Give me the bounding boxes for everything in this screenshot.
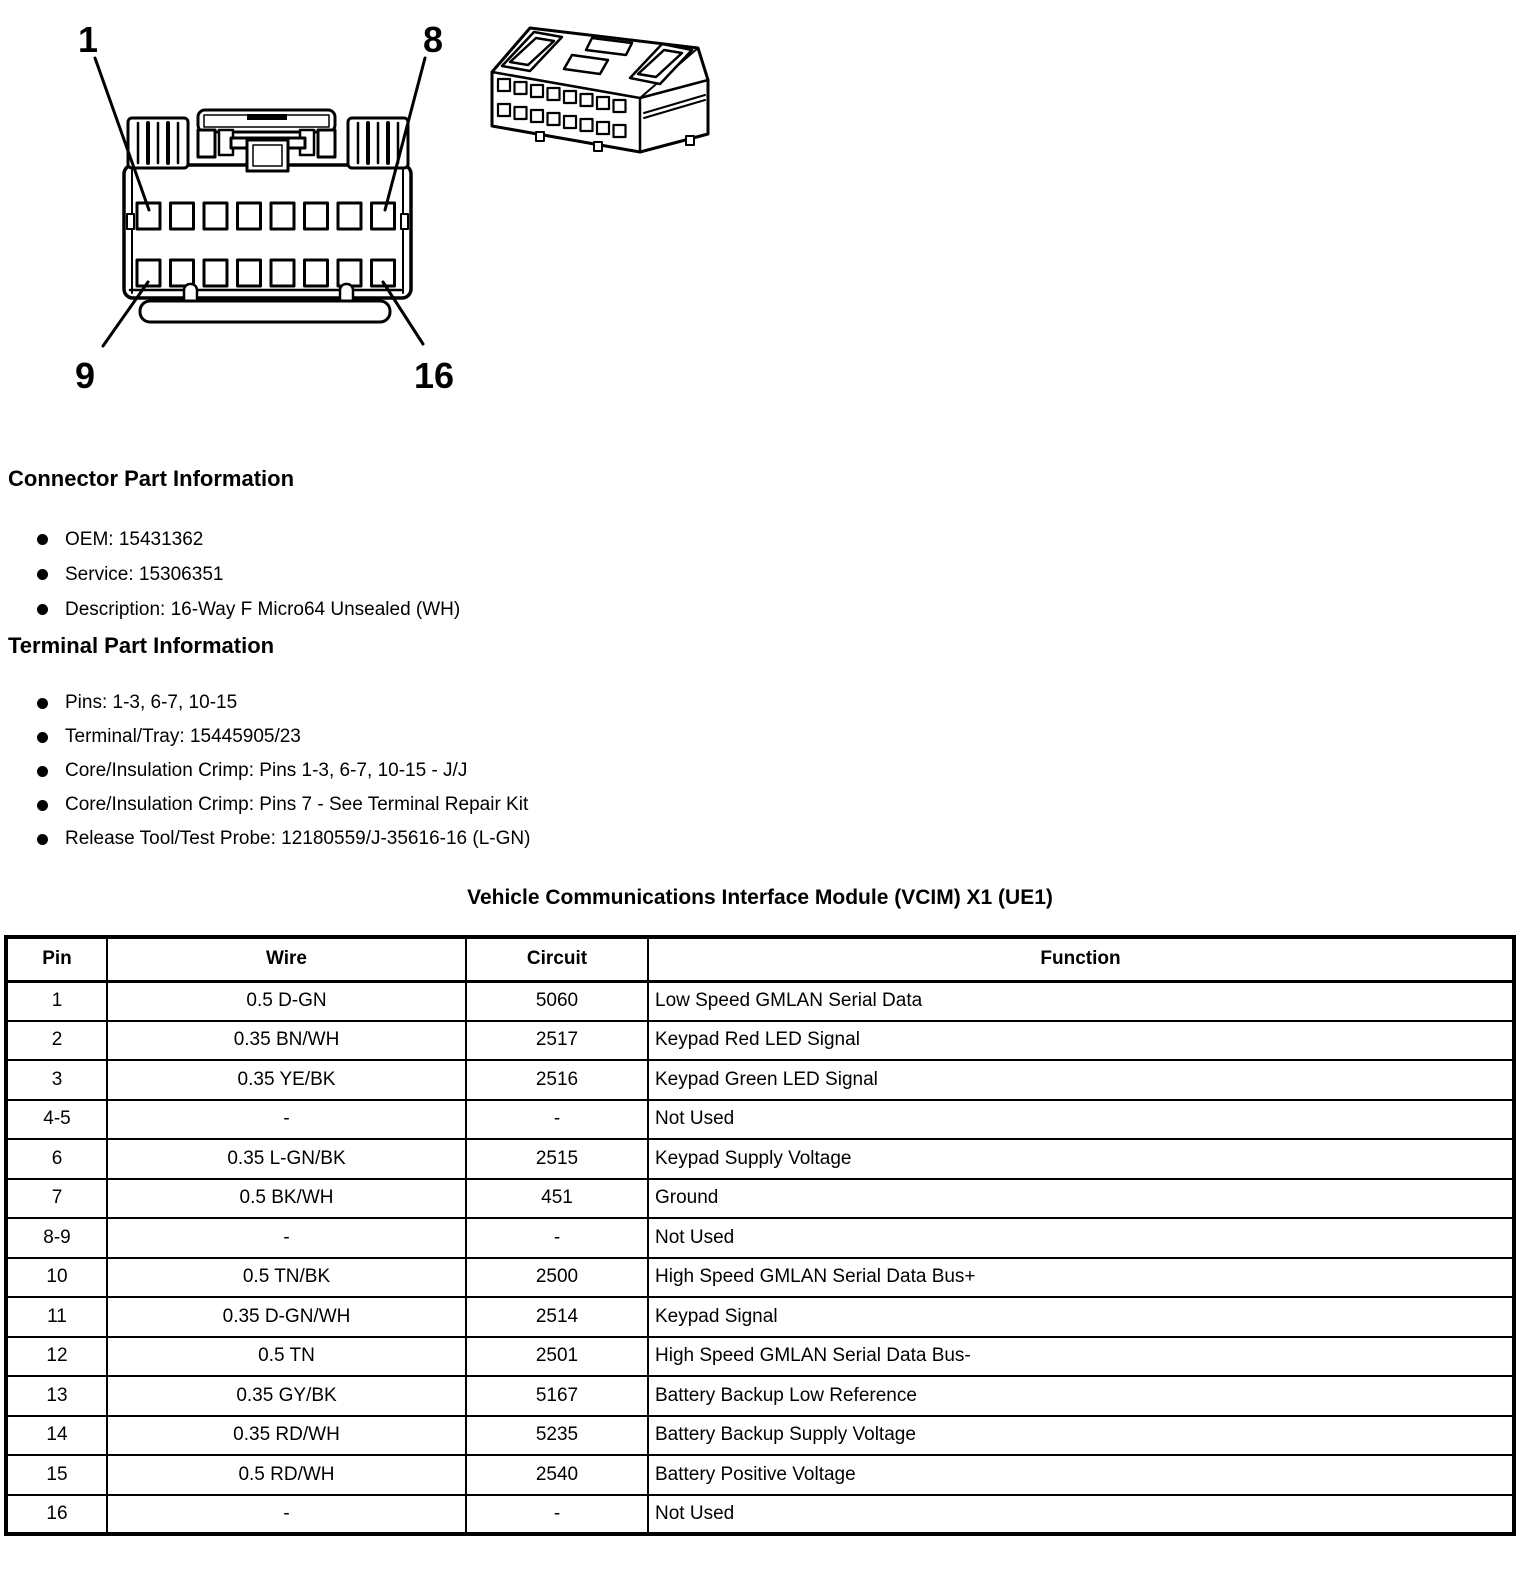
cell-wire: 0.35 YE/BK <box>107 1060 466 1100</box>
cell-wire: 0.5 TN <box>107 1337 466 1377</box>
cell-wire: 0.5 D-GN <box>107 981 466 1021</box>
cell-function: Battery Positive Voltage <box>648 1455 1514 1495</box>
cell-function: Keypad Supply Voltage <box>648 1139 1514 1179</box>
table-row <box>6 1495 1514 1535</box>
bullet-icon <box>37 604 48 615</box>
table-row <box>6 1179 1514 1219</box>
connector-front-view-diagram <box>45 10 505 420</box>
cell-circuit: - <box>466 1100 648 1140</box>
latch <box>198 110 335 171</box>
table-row <box>6 1139 1514 1179</box>
cell-pin: 12 <box>6 1337 107 1377</box>
cell-pin: 6 <box>6 1139 107 1179</box>
list-item <box>0 788 900 822</box>
cell-wire: 0.5 BK/WH <box>107 1179 466 1219</box>
cell-function: Not Used <box>648 1218 1514 1258</box>
table-row <box>6 1337 1514 1377</box>
cell-circuit: 2514 <box>466 1297 648 1337</box>
pin-table <box>4 935 1516 1536</box>
cell-function: Keypad Green LED Signal <box>648 1060 1514 1100</box>
terminal-part-info-heading: Terminal Part Information <box>8 633 275 658</box>
cell-function: High Speed GMLAN Serial Data Bus+ <box>648 1258 1514 1298</box>
col-header-wire: Wire <box>107 937 466 981</box>
list-item <box>0 686 900 720</box>
table-row <box>6 1376 1514 1416</box>
table-row <box>6 1455 1514 1495</box>
cell-function: High Speed GMLAN Serial Data Bus- <box>648 1337 1514 1377</box>
table-header-row <box>6 937 1514 981</box>
list-item <box>0 754 900 788</box>
cell-wire: - <box>107 1100 466 1140</box>
list-item-text: Core/Insulation Crimp: Pins 1-3, 6-7, 10-15 - J/J <box>65 760 468 781</box>
cell-function: Low Speed GMLAN Serial Data <box>648 981 1514 1021</box>
table-row <box>6 1021 1514 1061</box>
bullet-icon <box>37 766 48 777</box>
cell-pin: 13 <box>6 1376 107 1416</box>
cell-circuit: - <box>466 1495 648 1535</box>
cell-function: Not Used <box>648 1100 1514 1140</box>
ribbed-block-left <box>128 118 188 168</box>
cell-wire: - <box>107 1495 466 1535</box>
cell-circuit: 2516 <box>466 1060 648 1100</box>
table-body <box>6 981 1514 1534</box>
connector-part-info-list <box>0 522 900 627</box>
cell-circuit: 451 <box>466 1179 648 1219</box>
cell-pin: 16 <box>6 1495 107 1535</box>
cell-pin: 14 <box>6 1416 107 1456</box>
connector-part-info-heading: Connector Part Information <box>8 466 295 491</box>
connector-body <box>124 165 411 298</box>
list-item <box>0 822 900 856</box>
table-row <box>6 981 1514 1021</box>
cell-circuit: 5060 <box>466 981 648 1021</box>
cell-pin: 10 <box>6 1258 107 1298</box>
col-header-pin: Pin <box>6 937 107 981</box>
table-row <box>6 1416 1514 1456</box>
cell-circuit: 2515 <box>466 1139 648 1179</box>
col-header-function: Function <box>648 937 1514 981</box>
cell-wire: 0.35 BN/WH <box>107 1021 466 1061</box>
cell-pin: 11 <box>6 1297 107 1337</box>
pin-label-16: 16 <box>413 355 455 396</box>
cell-function: Battery Backup Supply Voltage <box>648 1416 1514 1456</box>
list-item <box>0 557 900 592</box>
cell-function: Ground <box>648 1179 1514 1219</box>
pin-label-8: 8 <box>422 19 444 60</box>
list-item <box>0 592 900 627</box>
table-row <box>6 1297 1514 1337</box>
cell-circuit: 2500 <box>466 1258 648 1298</box>
cell-wire: - <box>107 1218 466 1258</box>
bullet-icon <box>37 534 48 545</box>
terminal-part-info-list <box>0 686 900 856</box>
list-item-text: Core/Insulation Crimp: Pins 7 - See Terminal Repair Kit <box>65 794 529 815</box>
bullet-icon <box>37 834 48 845</box>
cell-wire: 0.5 TN/BK <box>107 1258 466 1298</box>
col-header-circuit: Circuit <box>466 937 648 981</box>
cell-pin: 2 <box>6 1021 107 1061</box>
table-row <box>6 1258 1514 1298</box>
cell-circuit: 5235 <box>466 1416 648 1456</box>
cell-pin: 8-9 <box>6 1218 107 1258</box>
cell-wire: 0.35 RD/WH <box>107 1416 466 1456</box>
cell-circuit: 5167 <box>466 1376 648 1416</box>
table-row <box>6 1218 1514 1258</box>
pin-label-9: 9 <box>74 355 96 396</box>
list-item-text: OEM: 15431362 <box>65 528 204 550</box>
cell-pin: 3 <box>6 1060 107 1100</box>
table-title: Vehicle Communications Interface Module (VCIM) X1 (UE1) <box>467 886 1053 909</box>
list-item-text: Pins: 1-3, 6-7, 10-15 <box>65 692 238 713</box>
table-row <box>6 1060 1514 1100</box>
list-item <box>0 720 900 754</box>
cell-wire: 0.5 RD/WH <box>107 1455 466 1495</box>
cell-function: Not Used <box>648 1495 1514 1535</box>
bottom-rail <box>130 284 401 322</box>
bullet-icon <box>37 698 48 709</box>
connector-3d-view-diagram <box>480 0 720 165</box>
cell-pin: 15 <box>6 1455 107 1495</box>
bullet-icon <box>37 569 48 580</box>
cell-pin: 7 <box>6 1179 107 1219</box>
cell-circuit: - <box>466 1218 648 1258</box>
list-item-text: Release Tool/Test Probe: 12180559/J-35616-16 (L-GN) <box>65 828 531 849</box>
cell-function: Keypad Red LED Signal <box>648 1021 1514 1061</box>
cell-pin: 1 <box>6 981 107 1021</box>
cell-wire: 0.35 GY/BK <box>107 1376 466 1416</box>
table-row <box>6 1100 1514 1140</box>
cell-circuit: 2501 <box>466 1337 648 1377</box>
cell-function: Battery Backup Low Reference <box>648 1376 1514 1416</box>
bullet-icon <box>37 732 48 743</box>
list-item <box>0 522 900 557</box>
cell-circuit: 2517 <box>466 1021 648 1061</box>
cell-wire: 0.35 L-GN/BK <box>107 1139 466 1179</box>
pin-label-1: 1 <box>77 19 99 60</box>
cell-pin: 4-5 <box>6 1100 107 1140</box>
list-item-text: Terminal/Tray: 15445905/23 <box>65 726 301 747</box>
cell-wire: 0.35 D-GN/WH <box>107 1297 466 1337</box>
cell-circuit: 2540 <box>466 1455 648 1495</box>
cell-function: Keypad Signal <box>648 1297 1514 1337</box>
list-item-text: Description: 16-Way F Micro64 Unsealed (WH) <box>65 598 461 620</box>
bullet-icon <box>37 800 48 811</box>
list-item-text: Service: 15306351 <box>65 563 224 585</box>
